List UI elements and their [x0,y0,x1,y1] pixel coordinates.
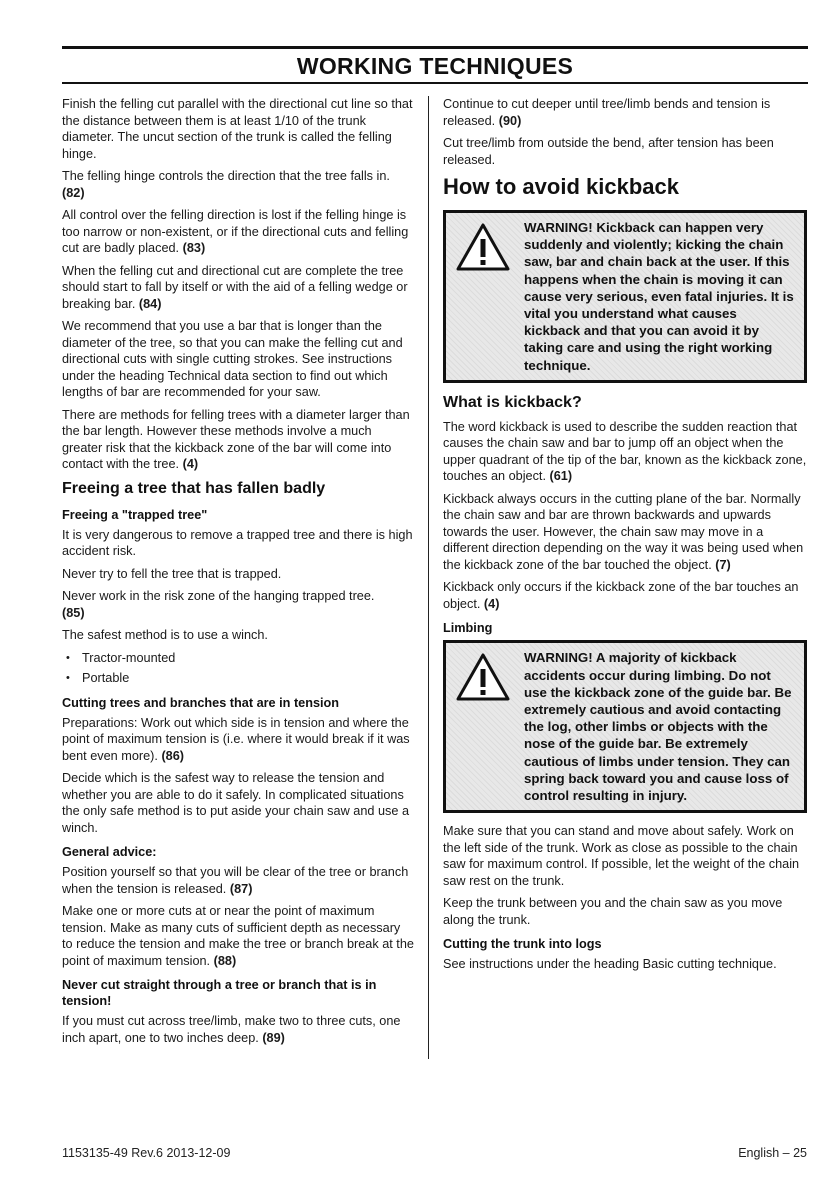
paragraph: Position yourself so that you will be clear of the tree or branch when the tension is released. (87) [62,865,409,896]
page-title: WORKING TECHNIQUES [296,53,574,79]
paragraph: Never try to fell the tree that is trapped. [62,566,282,581]
footer-page-label: English – 25 [738,1146,807,1160]
subheading-tension: Cutting trees and branches that are in tension [62,695,340,710]
paragraph: There are methods for felling trees with a diameter larger than the bar length. However these methods involve a much greater risk that the kickback zone of the bar will come into contact with the tree. (4) [62,407,410,471]
subheading-never-cut: Never cut straight through a tree or branch that is in tension! [62,978,377,1008]
paragraph: Preparations: Work out which side is in tension and where the point of maximum tension is (i.e. where it would break if it was bent even more). (86) [62,715,410,763]
paragraph: Make sure that you can stand and move about safely. Work on the left side of the trunk. Work as close as possible to the chain saw for maximum control. If possible, let the weight of the chain saw rest on the trunk. [443,824,800,888]
section-heading-freeing: Freeing a tree that has fallen badly [62,479,326,497]
warning-text: WARNING! A majority of kickback accidents occur during limbing. Do not use the kickback zone of the guide bar. Be extremely cautious and avoid contacting the log, other limbs or objects with the nose of the guide bar. Be extremely cautious of limbs under tension. They can spring back toward you and cause loss of control resulting in injury. [524,650,792,803]
figure-ref: (90) [498,113,522,128]
paragraph: We recommend that you use a bar that is longer than the diameter of the tree, so that you can make the felling cut and directional cuts with single cutting strokes. See instructions under the heading Technical data section to find out which lengths of bar are recommended for your saw. [62,319,403,399]
paragraph: Make one or more cuts at or near the point of maximum tension. Make as many cuts of sufficient depth as necessary to reduce the tension and make the tree or branch break at the point of maximum tension. (88) [62,904,414,968]
subheading-general-advice: General advice: [62,845,157,859]
figure-ref: (89) [262,1030,285,1045]
warning-text: WARNING! Kickback can happen very suddenly and violently; kicking the chain saw, bar and chain back at the user. If this happens when the chain is moving it can cause very serious, even fatal injuries. It is vital you understand what causes kickback and that you can avoid it by taking care and using the right working technique. [524,220,794,373]
list-item: • Portable [62,670,414,687]
paragraph: Kickback only occurs if the kickback zone of the bar touches an object. (4) [443,580,799,611]
paragraph: If you must cut across tree/limb, make two to three cuts, one inch apart, one to two inches deep. (89) [62,1014,401,1045]
paragraph: Finish the felling cut parallel with the directional cut line so that the distance between them is at least 1/10 of the trunk diameter. The uncut section of the trunk is called the felling hinge. [62,97,413,161]
paragraph: The safest method is to use a winch. [62,628,268,642]
figure-ref: (87) [229,881,253,896]
header-bottom-rule [62,82,808,84]
figure-ref: (4) [483,596,500,611]
page-header [62,46,808,84]
paragraph: Cut tree/limb from outside the bend, after tension has been released. [443,136,774,167]
paragraph: Kickback always occurs in the cutting plane of the bar. Normally the chain saw and bar are thrown backwards and upwards towards the user. However, the chain saw may move in a different direction depending on the way it was being used when the kickback zone of the bar touched the object. (7) [443,491,804,572]
paragraph: Decide which is the safest way to release the tension and whether you are able to do it safely. In complicated situations the only safe method is to put aside your chain saw and use a winch. [62,771,410,835]
subheading-limbing: Limbing [443,621,493,636]
footer-doc-id: 1153135-49 Rev.6 2013-12-09 [62,1146,231,1160]
right-column [443,96,807,979]
figure-ref: (85) [62,605,85,620]
subheading-trapped-tree: Freeing a "trapped tree" [62,507,208,522]
warning-box-kickback [443,210,807,383]
paragraph: It is very dangerous to remove a trapped tree and there is high accident risk. [62,527,413,558]
figure-ref: (82) [62,185,85,200]
figure-ref: (4) [182,457,199,471]
warning-box-limbing [443,640,807,813]
subheading-cutting-logs: Cutting the trunk into logs [443,937,602,952]
warning-triangle-icon [456,653,510,701]
warning-triangle-icon [456,223,510,271]
figure-ref: (86) [161,748,185,763]
figure-ref: (83) [182,241,206,255]
paragraph: The felling hinge controls the direction that the tree falls in. (82) [62,169,390,200]
paragraph: Never work in the risk zone of the hanging trapped tree. (85) [62,589,375,620]
winch-options-list [62,650,414,687]
column-divider [428,96,429,1059]
section-heading-what-is-kickback: What is kickback? [443,393,582,411]
section-heading-kickback: How to avoid kickback [443,174,679,199]
figure-ref: (61) [549,469,573,484]
figure-ref: (88) [213,953,237,968]
list-item: • Tractor-mounted [62,650,414,667]
figure-ref: (7) [715,557,731,572]
paragraph: The word kickback is used to describe the sudden reaction that causes the chain saw and bar to jump off an object when the upper quadrant of the tip of the bar, known as the kickback zone, touches an object. (61) [443,419,807,484]
paragraph: Keep the trunk between you and the chain saw as you move along the trunk. [443,896,783,927]
figure-ref: (84) [138,296,162,311]
paragraph: Continue to cut deeper until tree/limb bends and tension is released. (90) [443,97,771,128]
paragraph: All control over the felling direction is lost if the felling hinge is too narrow or non-existent, or if the directional cuts and felling cut are badly placed. (83) [62,208,409,255]
paragraph: When the felling cut and directional cut are complete the tree should start to fall by itself or with the aid of a felling wedge or breaking bar. (84) [62,263,408,311]
left-column [62,96,414,1052]
paragraph: See instructions under the heading Basic cutting technique. [443,957,777,972]
